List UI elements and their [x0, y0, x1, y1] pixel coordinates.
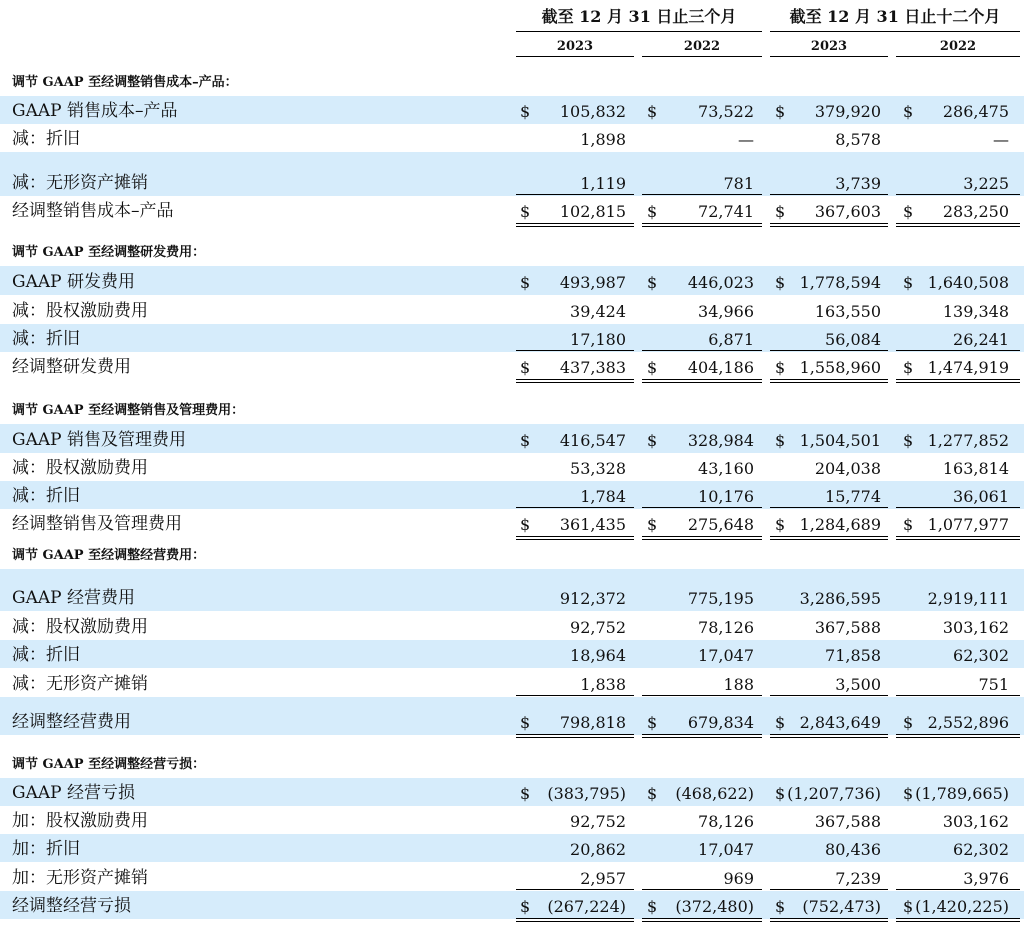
cell-value: 10,176 — [698, 487, 754, 506]
cell-value: 204,038 — [814, 459, 881, 478]
cell-value: 139,348 — [942, 302, 1009, 321]
subtotal-underline — [642, 350, 762, 351]
table-row — [0, 891, 1024, 919]
cell-value: 275,648 — [687, 515, 754, 534]
table-row — [0, 640, 1024, 668]
cell-value: 163,550 — [814, 302, 881, 321]
cell-value: — — [993, 130, 1009, 149]
row-label: 经调整经营费用 — [12, 712, 131, 732]
subtotal-underline — [896, 507, 1020, 508]
subtotal-underline — [642, 507, 762, 508]
cell-value: 188 — [723, 675, 754, 694]
row-label: 减：股权激励费用 — [12, 617, 148, 637]
cell-value: 367,603 — [814, 202, 881, 221]
cell-value: (372,480) — [675, 897, 754, 916]
cell-value: 361,435 — [559, 515, 626, 534]
cell-value: 39,424 — [570, 302, 626, 321]
cell-value: — — [738, 130, 754, 149]
cell-value: 1,277,852 — [927, 431, 1009, 450]
cell-value: 1,838 — [580, 675, 626, 694]
subtotal-underline — [516, 695, 634, 696]
currency-symbol: $ — [775, 515, 786, 534]
column-group-three-months: 截至 12 月 31 日止三个月 — [541, 7, 737, 26]
subtotal-underline — [770, 507, 888, 508]
currency-symbol: $ — [775, 784, 786, 803]
cell-value: 72,741 — [698, 202, 754, 221]
row-label: 经调整经营亏损 — [12, 896, 131, 916]
cell-value: 751 — [978, 675, 1009, 694]
table-row — [0, 697, 1024, 735]
subtotal-underline — [896, 889, 1020, 890]
year-header: 2022 — [939, 39, 977, 54]
cell-value: 798,818 — [559, 713, 626, 732]
cell-value: 679,834 — [687, 713, 754, 732]
row-label: GAAP 经营亏损 — [12, 783, 135, 803]
row-label: GAAP 销售及管理费用 — [12, 430, 186, 450]
cell-value: 283,250 — [942, 202, 1009, 221]
section-heading-row — [0, 380, 1024, 424]
group-underline — [516, 31, 762, 32]
cell-value: (1,420,225) — [915, 897, 1009, 916]
table-row — [0, 152, 1024, 196]
subtotal-underline — [516, 507, 634, 508]
currency-symbol: $ — [647, 273, 658, 292]
table-row — [0, 196, 1024, 224]
cell-value: 404,186 — [687, 358, 754, 377]
cell-value: 17,047 — [698, 646, 754, 665]
cell-value: 1,284,689 — [799, 515, 881, 534]
currency-symbol: $ — [903, 202, 914, 221]
subtotal-underline — [896, 695, 1020, 696]
cell-value: 7,239 — [835, 869, 881, 888]
table-row — [0, 834, 1024, 862]
subtotal-underline — [642, 194, 762, 195]
cell-value: 62,302 — [953, 646, 1009, 665]
currency-symbol: $ — [903, 784, 914, 803]
cell-value: (383,795) — [547, 784, 626, 803]
cell-value: 34,966 — [698, 302, 754, 321]
currency-symbol: $ — [520, 273, 531, 292]
cell-value: 1,898 — [580, 130, 626, 149]
cell-value: 20,862 — [570, 840, 626, 859]
section-heading: 调节 GAAP 至经调整销售成本–产品： — [12, 75, 238, 90]
cell-value: 446,023 — [687, 273, 754, 292]
currency-symbol: $ — [647, 897, 658, 916]
currency-symbol: $ — [903, 358, 914, 377]
currency-symbol: $ — [903, 713, 914, 732]
cell-value: 328,984 — [687, 431, 754, 450]
table-row — [0, 569, 1024, 611]
currency-symbol: $ — [775, 431, 786, 450]
currency-symbol: $ — [520, 102, 531, 121]
cell-value: 6,871 — [708, 330, 754, 349]
cell-value: 105,832 — [559, 102, 626, 121]
currency-symbol: $ — [520, 713, 531, 732]
cell-value: 1,558,960 — [799, 358, 881, 377]
cell-value: 17,180 — [570, 330, 626, 349]
cell-value: 18,964 — [570, 646, 626, 665]
cell-value: 1,119 — [580, 174, 626, 193]
year-header: 2023 — [810, 39, 848, 54]
row-label: 减：折旧 — [12, 486, 80, 506]
cell-value: 1,784 — [580, 487, 626, 506]
year-header: 2023 — [556, 39, 594, 54]
cell-value: 379,920 — [814, 102, 881, 121]
subtotal-underline — [770, 350, 888, 351]
total-double-underline — [516, 918, 634, 922]
subtotal-underline — [516, 194, 634, 195]
section-heading: 调节 GAAP 至经调整销售及管理费用： — [12, 403, 245, 418]
table-row — [0, 295, 1024, 324]
currency-symbol: $ — [775, 273, 786, 292]
table-row — [0, 481, 1024, 509]
total-double-underline — [770, 918, 888, 922]
cell-value: 416,547 — [559, 431, 626, 450]
subtotal-underline — [770, 889, 888, 890]
table-row — [0, 424, 1024, 453]
currency-symbol: $ — [520, 784, 531, 803]
year-underline — [516, 56, 634, 57]
table-row — [0, 96, 1024, 124]
row-label: GAAP 研发费用 — [12, 272, 135, 292]
currency-symbol: $ — [903, 897, 914, 916]
cell-value: 2,919,111 — [927, 589, 1009, 608]
cell-value: 92,752 — [570, 618, 626, 637]
cell-value: 73,522 — [698, 102, 754, 121]
row-label: 加：折旧 — [12, 839, 80, 859]
cell-value: 912,372 — [559, 589, 626, 608]
currency-symbol: $ — [647, 202, 658, 221]
cell-value: (468,622) — [675, 784, 754, 803]
subtotal-underline — [896, 350, 1020, 351]
section-heading-row — [0, 66, 1024, 96]
row-label: 加：无形资产摊销 — [12, 868, 148, 888]
row-label: GAAP 销售成本–产品 — [12, 101, 178, 121]
row-label: 减：无形资产摊销 — [12, 173, 148, 193]
row-label: 加：股权激励费用 — [12, 811, 148, 831]
cell-value: 78,126 — [698, 618, 754, 637]
cell-value: 71,858 — [825, 646, 881, 665]
table-row — [0, 862, 1024, 891]
subtotal-underline — [770, 194, 888, 195]
cell-value: 26,241 — [953, 330, 1009, 349]
total-double-underline — [896, 918, 1020, 922]
cell-value: 3,286,595 — [799, 589, 881, 608]
cell-value: 493,987 — [559, 273, 626, 292]
cell-value: (752,473) — [802, 897, 881, 916]
row-label: 减：无形资产摊销 — [12, 674, 148, 694]
cell-value: 286,475 — [942, 102, 1009, 121]
subtotal-underline — [642, 695, 762, 696]
subtotal-underline — [770, 695, 888, 696]
row-label: GAAP 经营费用 — [12, 588, 135, 608]
row-label: 减：股权激励费用 — [12, 458, 148, 478]
table-row — [0, 266, 1024, 295]
table-row — [0, 611, 1024, 640]
table-row — [0, 324, 1024, 352]
cell-value: 1,778,594 — [799, 273, 881, 292]
row-label: 经调整研发费用 — [12, 357, 131, 377]
cell-value: 1,504,501 — [799, 431, 881, 450]
currency-symbol: $ — [647, 713, 658, 732]
cell-value: 437,383 — [559, 358, 626, 377]
subtotal-underline — [516, 350, 634, 351]
cell-value: 163,814 — [942, 459, 1009, 478]
cell-value: 781 — [723, 174, 754, 193]
row-label: 减：折旧 — [12, 129, 80, 149]
section-heading-row — [0, 537, 1024, 569]
currency-symbol: $ — [903, 515, 914, 534]
cell-value: 969 — [723, 869, 754, 888]
currency-symbol: $ — [775, 358, 786, 377]
cell-value: 303,162 — [942, 618, 1009, 637]
group-underline — [770, 31, 1020, 32]
currency-symbol: $ — [520, 897, 531, 916]
cell-value: 36,061 — [953, 487, 1009, 506]
table-row — [0, 668, 1024, 697]
currency-symbol: $ — [903, 273, 914, 292]
section-heading: 调节 GAAP 至经调整经营亏损： — [12, 757, 206, 772]
cell-value: 80,436 — [825, 840, 881, 859]
cell-value: 3,500 — [835, 675, 881, 694]
row-label: 经调整销售成本–产品 — [12, 201, 174, 221]
cell-value: 17,047 — [698, 840, 754, 859]
currency-symbol: $ — [647, 358, 658, 377]
cell-value: 92,752 — [570, 812, 626, 831]
cell-value: 56,084 — [825, 330, 881, 349]
cell-value: 303,162 — [942, 812, 1009, 831]
currency-symbol: $ — [647, 784, 658, 803]
section-heading: 调节 GAAP 至经调整经营费用： — [12, 548, 206, 563]
cell-value: 2,843,649 — [799, 713, 881, 732]
cell-value: 1,640,508 — [927, 273, 1009, 292]
table-row — [0, 509, 1024, 537]
year-underline — [642, 56, 762, 57]
cell-value: (1,789,665) — [915, 784, 1009, 803]
currency-symbol: $ — [775, 897, 786, 916]
section-heading-row — [0, 224, 1024, 266]
cell-value: 3,739 — [835, 174, 881, 193]
year-underline — [770, 56, 888, 57]
currency-symbol: $ — [903, 102, 914, 121]
cell-value: (1,207,736) — [787, 784, 881, 803]
currency-symbol: $ — [520, 515, 531, 534]
row-label: 减：折旧 — [12, 329, 80, 349]
cell-value: 775,195 — [687, 589, 754, 608]
cell-value: 78,126 — [698, 812, 754, 831]
cell-value: 102,815 — [559, 202, 626, 221]
currency-symbol: $ — [520, 202, 531, 221]
cell-value: 62,302 — [953, 840, 1009, 859]
table-row — [0, 453, 1024, 481]
cell-value: 43,160 — [698, 459, 754, 478]
section-heading-row — [0, 735, 1024, 778]
cell-value: 15,774 — [825, 487, 881, 506]
subtotal-underline — [642, 889, 762, 890]
subtotal-underline — [896, 194, 1020, 195]
currency-symbol: $ — [520, 358, 531, 377]
currency-symbol: $ — [775, 102, 786, 121]
table-row — [0, 352, 1024, 380]
table-row — [0, 806, 1024, 834]
year-underline — [896, 56, 1020, 57]
cell-value: 2,957 — [580, 869, 626, 888]
column-group-twelve-months: 截至 12 月 31 日止十二个月 — [789, 7, 1001, 26]
year-header: 2022 — [683, 39, 721, 54]
cell-value: 8,578 — [835, 130, 881, 149]
cell-value: 3,976 — [963, 869, 1009, 888]
cell-value: 367,588 — [814, 812, 881, 831]
currency-symbol: $ — [520, 431, 531, 450]
currency-symbol: $ — [647, 102, 658, 121]
table-row — [0, 778, 1024, 806]
cell-value: 3,225 — [963, 174, 1009, 193]
cell-value: 367,588 — [814, 618, 881, 637]
currency-symbol: $ — [903, 431, 914, 450]
cell-value: (267,224) — [547, 897, 626, 916]
cell-value: 1,077,977 — [927, 515, 1009, 534]
table-row — [0, 124, 1024, 152]
cell-value: 1,474,919 — [927, 358, 1009, 377]
currency-symbol: $ — [647, 431, 658, 450]
row-label: 减：股权激励费用 — [12, 301, 148, 321]
cell-value: 2,552,896 — [927, 713, 1009, 732]
section-heading: 调节 GAAP 至经调整研发费用： — [12, 245, 206, 260]
currency-symbol: $ — [775, 713, 786, 732]
total-double-underline — [642, 918, 762, 922]
table-header — [0, 0, 1024, 66]
currency-symbol: $ — [775, 202, 786, 221]
cell-value: 53,328 — [570, 459, 626, 478]
row-label: 减：折旧 — [12, 645, 80, 665]
subtotal-underline — [516, 889, 634, 890]
currency-symbol: $ — [647, 515, 658, 534]
row-label: 经调整销售及管理费用 — [12, 514, 182, 534]
